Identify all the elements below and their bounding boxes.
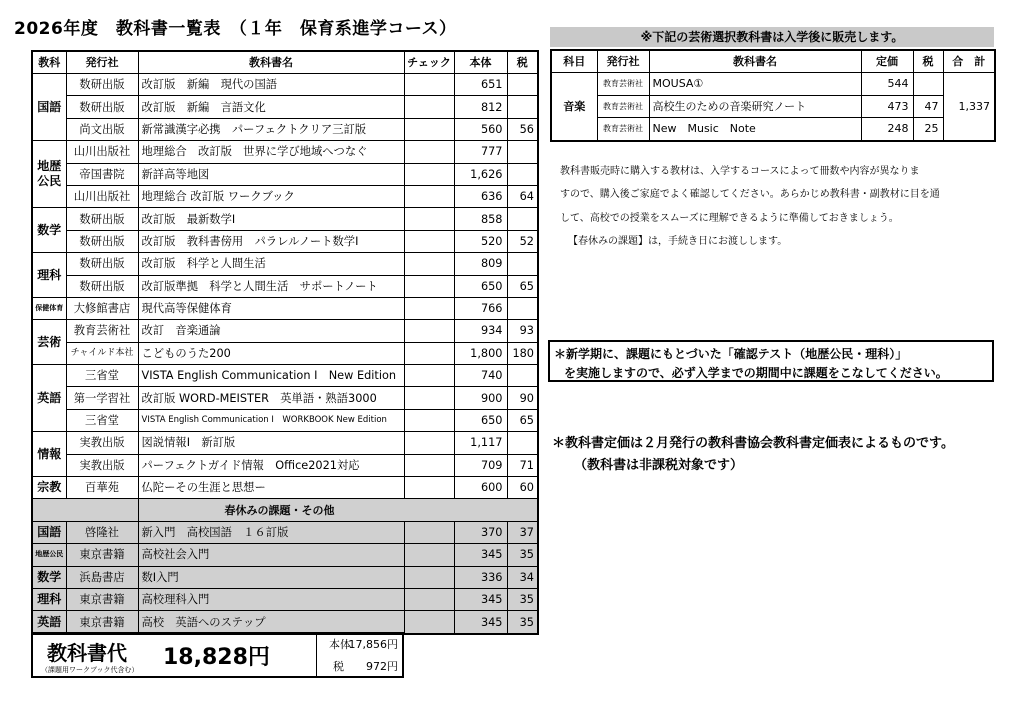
column-header: 発行社 (597, 50, 649, 73)
textbook-table (31, 50, 539, 635)
price-cell: 636 (454, 185, 507, 207)
tax-cell (507, 163, 538, 185)
price-cell: 520 (454, 230, 507, 252)
publisher-cell: 教育芸術社 (597, 95, 649, 118)
table-row (32, 432, 538, 454)
section-label: 春休みの課題・その他 (138, 499, 538, 521)
publisher-cell: 三省堂 (66, 365, 138, 387)
check-cell[interactable] (404, 118, 454, 140)
test-notice-line-2: を実施しますので、必ず入学までの期間中に課題をこなしてください。 (564, 366, 948, 380)
table-row (32, 253, 538, 275)
column-header: 本体 (454, 51, 507, 74)
tax-cell: 71 (507, 454, 538, 476)
publisher-cell: 第一学習社 (66, 387, 138, 409)
tax-cell (507, 432, 538, 454)
check-cell[interactable] (404, 387, 454, 409)
price-note-1: ＊教科書定価は２月発行の教科書協会教科書定価表によるものです。 (552, 436, 954, 451)
table-row (32, 163, 538, 185)
publisher-cell: 教育芸術社 (597, 118, 649, 141)
subject-cell: 英語 (32, 611, 66, 634)
price-cell: 858 (454, 208, 507, 230)
check-cell[interactable] (404, 477, 454, 499)
subject-cell: 数学 (32, 208, 66, 253)
subject-cell: 理科 (32, 588, 66, 610)
table-row (32, 320, 538, 342)
publisher-cell: チャイルド本社 (66, 342, 138, 364)
check-cell[interactable] (404, 454, 454, 476)
note-line-4: 【春休みの課題】は，手続き日にお渡しします。 (568, 236, 788, 247)
tax-cell: 47 (913, 95, 943, 118)
book-title-cell: 改訂版 教科書傍用 パラレルノート数学Ⅰ (138, 230, 404, 252)
page-title: 2026年度 教科書一覧表 （１年 保育系進学コース） (14, 19, 457, 39)
tax-cell (507, 365, 538, 387)
price-cell: 934 (454, 320, 507, 342)
book-title-cell: 現代高等保健体育 (138, 297, 404, 319)
tax-cell: 25 (913, 118, 943, 141)
check-cell[interactable] (404, 275, 454, 297)
table-row (32, 185, 538, 207)
tax-cell (507, 141, 538, 163)
price-cell: 1,626 (454, 163, 507, 185)
publisher-cell: 数研出版 (66, 74, 138, 96)
homework-row (32, 544, 538, 566)
tax-cell: 56 (507, 118, 538, 140)
price-cell: 900 (454, 387, 507, 409)
check-cell[interactable] (404, 432, 454, 454)
homework-row (32, 588, 538, 610)
subject-cell: 音楽 (551, 73, 597, 141)
book-title-cell: 改訂版準拠 科学と人間生活 サポートノート (138, 275, 404, 297)
total-cell: 1,337 (943, 73, 995, 141)
total-amount: 18,828円 (163, 645, 270, 670)
summary-divider (316, 634, 317, 676)
price-cell: 1,117 (454, 432, 507, 454)
publisher-cell: 帝国書院 (66, 163, 138, 185)
table-row (32, 208, 538, 230)
check-cell[interactable] (404, 96, 454, 118)
publisher-cell: 尚文出版 (66, 118, 138, 140)
table-row (32, 275, 538, 297)
publisher-cell: 山川出版社 (66, 141, 138, 163)
check-cell[interactable] (404, 521, 454, 543)
publisher-cell: 東京書籍 (66, 588, 138, 610)
music-table-header (551, 50, 995, 73)
tax-cell: 65 (507, 409, 538, 431)
table-row (32, 74, 538, 96)
column-header: 税 (913, 50, 943, 73)
publisher-cell: 啓隆社 (66, 521, 138, 543)
subject-cell: 地歴公民 (32, 141, 66, 208)
music-heading: ※下記の芸術選択教科書は入学後に販売します。 (550, 27, 994, 47)
price-note-2: （教科書は非課税対象です） (574, 458, 744, 473)
publisher-cell: 数研出版 (66, 275, 138, 297)
column-header: 発行社 (66, 51, 138, 74)
column-header: 合 計 (943, 50, 995, 73)
note-line-3: して、高校での授業をスムーズに理解できるように準備しておきましょう。 (560, 213, 899, 224)
publisher-cell: 百華苑 (66, 477, 138, 499)
note-line-2: すので、購入後ご家庭でよく確認してください。あらかじめ教科書・副教材に目を通 (560, 189, 940, 200)
homework-row (32, 566, 538, 588)
price-cell: 345 (454, 611, 507, 634)
price-cell: 345 (454, 544, 507, 566)
price-cell: 544 (861, 73, 913, 96)
tax-cell (507, 253, 538, 275)
book-title-cell: 改訂 音楽通論 (138, 320, 404, 342)
price-cell: 1,800 (454, 342, 507, 364)
tax-cell (507, 74, 538, 96)
book-title-cell: パーフェクトガイド情報 Office2021対応 (138, 454, 404, 476)
check-cell[interactable] (404, 208, 454, 230)
tax-cell: 37 (507, 521, 538, 543)
check-cell[interactable] (404, 253, 454, 275)
table-row (32, 477, 538, 499)
subject-cell: 宗教 (32, 477, 66, 499)
price-cell: 650 (454, 275, 507, 297)
publisher-cell: 実教出版 (66, 432, 138, 454)
column-header: 教科 (32, 51, 66, 74)
subject-cell: 地歴公民 (32, 544, 66, 566)
table-row (32, 454, 538, 476)
tax-cell: 35 (507, 588, 538, 610)
book-title-cell: 改訂版 新編 言語文化 (138, 96, 404, 118)
publisher-cell: 大修館書店 (66, 297, 138, 319)
price-cell: 345 (454, 588, 507, 610)
homework-row (32, 521, 538, 543)
publisher-cell: 数研出版 (66, 253, 138, 275)
check-cell[interactable] (404, 74, 454, 96)
homework-row (32, 611, 538, 634)
base-value: 17,856円 (348, 638, 398, 651)
price-cell: 709 (454, 454, 507, 476)
total-note: （課題用ワークブック代含む） (41, 666, 139, 674)
check-cell[interactable] (404, 566, 454, 588)
price-cell: 809 (454, 253, 507, 275)
subject-cell: 国語 (32, 74, 66, 141)
tax-cell: 180 (507, 342, 538, 364)
check-cell[interactable] (404, 297, 454, 319)
tax-cell: 52 (507, 230, 538, 252)
tax-cell: 35 (507, 544, 538, 566)
publisher-cell: 三省堂 (66, 409, 138, 431)
book-title-cell: 地理総合 改訂版 世界に学び地域へつなぐ (138, 141, 404, 163)
book-title-cell: 改訂版 科学と人間生活 (138, 253, 404, 275)
column-header: 定価 (861, 50, 913, 73)
price-cell: 650 (454, 409, 507, 431)
check-cell[interactable] (404, 611, 454, 634)
price-cell: 336 (454, 566, 507, 588)
publisher-cell: 数研出版 (66, 208, 138, 230)
price-cell: 560 (454, 118, 507, 140)
price-cell: 370 (454, 521, 507, 543)
table-row (32, 409, 538, 431)
base-label: 本体 (329, 638, 351, 651)
book-title-cell: 仏陀ーその生涯と思想ー (138, 477, 404, 499)
price-cell: 473 (861, 95, 913, 118)
price-cell: 248 (861, 118, 913, 141)
table-row (32, 118, 538, 140)
check-cell[interactable] (404, 409, 454, 431)
book-title-cell: New Music Note (649, 118, 861, 141)
subject-cell: 理科 (32, 253, 66, 298)
price-cell: 740 (454, 365, 507, 387)
price-cell: 777 (454, 141, 507, 163)
subject-cell: 芸術 (32, 320, 66, 365)
column-header: チェック (404, 51, 454, 74)
check-cell[interactable] (404, 185, 454, 207)
tax-cell (507, 208, 538, 230)
column-header: 教科書名 (138, 51, 404, 74)
subject-cell: 保健体育 (32, 297, 66, 319)
section-row (32, 499, 538, 521)
subject-cell: 国語 (32, 521, 66, 543)
music-row (551, 118, 995, 141)
table-row (32, 141, 538, 163)
total-label: 教科書代 (47, 641, 127, 665)
table-row (32, 297, 538, 319)
check-cell[interactable] (404, 320, 454, 342)
book-title-cell: 改訂版 新編 現代の国語 (138, 74, 404, 96)
tax-value: 972円 (366, 660, 398, 673)
tax-cell: 34 (507, 566, 538, 588)
music-table (550, 49, 996, 142)
publisher-cell: 山川出版社 (66, 185, 138, 207)
price-cell: 812 (454, 96, 507, 118)
tax-cell (507, 297, 538, 319)
book-title-cell: こどものうた200 (138, 342, 404, 364)
publisher-cell: 浜島書店 (66, 566, 138, 588)
table-header (32, 51, 538, 74)
publisher-cell: 東京書籍 (66, 611, 138, 634)
publisher-cell: 数研出版 (66, 96, 138, 118)
publisher-cell: 教育芸術社 (66, 320, 138, 342)
section-blank (32, 499, 138, 521)
price-cell: 766 (454, 297, 507, 319)
publisher-cell: 数研出版 (66, 230, 138, 252)
music-row (551, 73, 995, 96)
subject-cell: 情報 (32, 432, 66, 477)
publisher-cell: 実教出版 (66, 454, 138, 476)
book-title-cell: 高校理科入門 (138, 588, 404, 610)
book-title-cell: 新常識漢字必携 パーフェクトクリア三訂版 (138, 118, 404, 140)
column-header: 教科書名 (649, 50, 861, 73)
book-title-cell: 数Ⅰ入門 (138, 566, 404, 588)
tax-cell (913, 73, 943, 96)
book-title-cell: MOUSA① (649, 73, 861, 96)
price-cell: 651 (454, 74, 507, 96)
price-cell: 600 (454, 477, 507, 499)
book-title-cell: 地理総合 改訂版 ワークブック (138, 185, 404, 207)
book-title-cell: 新詳高等地図 (138, 163, 404, 185)
publisher-cell: 教育芸術社 (597, 73, 649, 96)
book-title-cell: 高校社会入門 (138, 544, 404, 566)
check-cell[interactable] (404, 230, 454, 252)
book-title-cell: VISTA English Communication Ⅰ WORKBOOK New Edition (138, 409, 404, 431)
book-title-cell: 高校 英語へのステップ (138, 611, 404, 634)
book-title-cell: 改訂版 最新数学Ⅰ (138, 208, 404, 230)
publisher-cell: 東京書籍 (66, 544, 138, 566)
check-cell[interactable] (404, 588, 454, 610)
subject-cell: 数学 (32, 566, 66, 588)
column-header: 科目 (551, 50, 597, 73)
tax-cell: 93 (507, 320, 538, 342)
column-header: 税 (507, 51, 538, 74)
tax-label: 税 (333, 660, 344, 673)
check-cell[interactable] (404, 342, 454, 364)
check-cell[interactable] (404, 141, 454, 163)
book-title-cell: 新入門 高校国語 １６訂版 (138, 521, 404, 543)
tax-cell: 65 (507, 275, 538, 297)
total-summary (31, 632, 404, 678)
test-notice-box (548, 340, 994, 382)
tax-cell: 60 (507, 477, 538, 499)
tax-cell: 35 (507, 611, 538, 634)
check-cell[interactable] (404, 365, 454, 387)
book-title-cell: 改訂版 WORD-MEISTER 英単語・熟語3000 (138, 387, 404, 409)
note-line-1: 教科書販売時に購入する教材は、入学するコースによって冊数や内容が異なりま (560, 166, 920, 177)
check-cell[interactable] (404, 544, 454, 566)
book-title-cell: 図説情報Ⅰ 新訂版 (138, 432, 404, 454)
tax-cell (507, 96, 538, 118)
table-row (32, 365, 538, 387)
book-title-cell: 高校生のための音楽研究ノート (649, 95, 861, 118)
table-row (32, 96, 538, 118)
subject-cell: 英語 (32, 365, 66, 432)
tax-cell: 90 (507, 387, 538, 409)
table-row (32, 387, 538, 409)
tax-cell: 64 (507, 185, 538, 207)
test-notice-line-1: ＊新学期に、課題にもとづいた「確認テスト（地歴公民・理科）」 (554, 347, 908, 361)
book-title-cell: VISTA English Communication Ⅰ New Edition (138, 365, 404, 387)
table-row (32, 230, 538, 252)
check-cell[interactable] (404, 163, 454, 185)
table-row (32, 342, 538, 364)
music-row (551, 95, 995, 118)
